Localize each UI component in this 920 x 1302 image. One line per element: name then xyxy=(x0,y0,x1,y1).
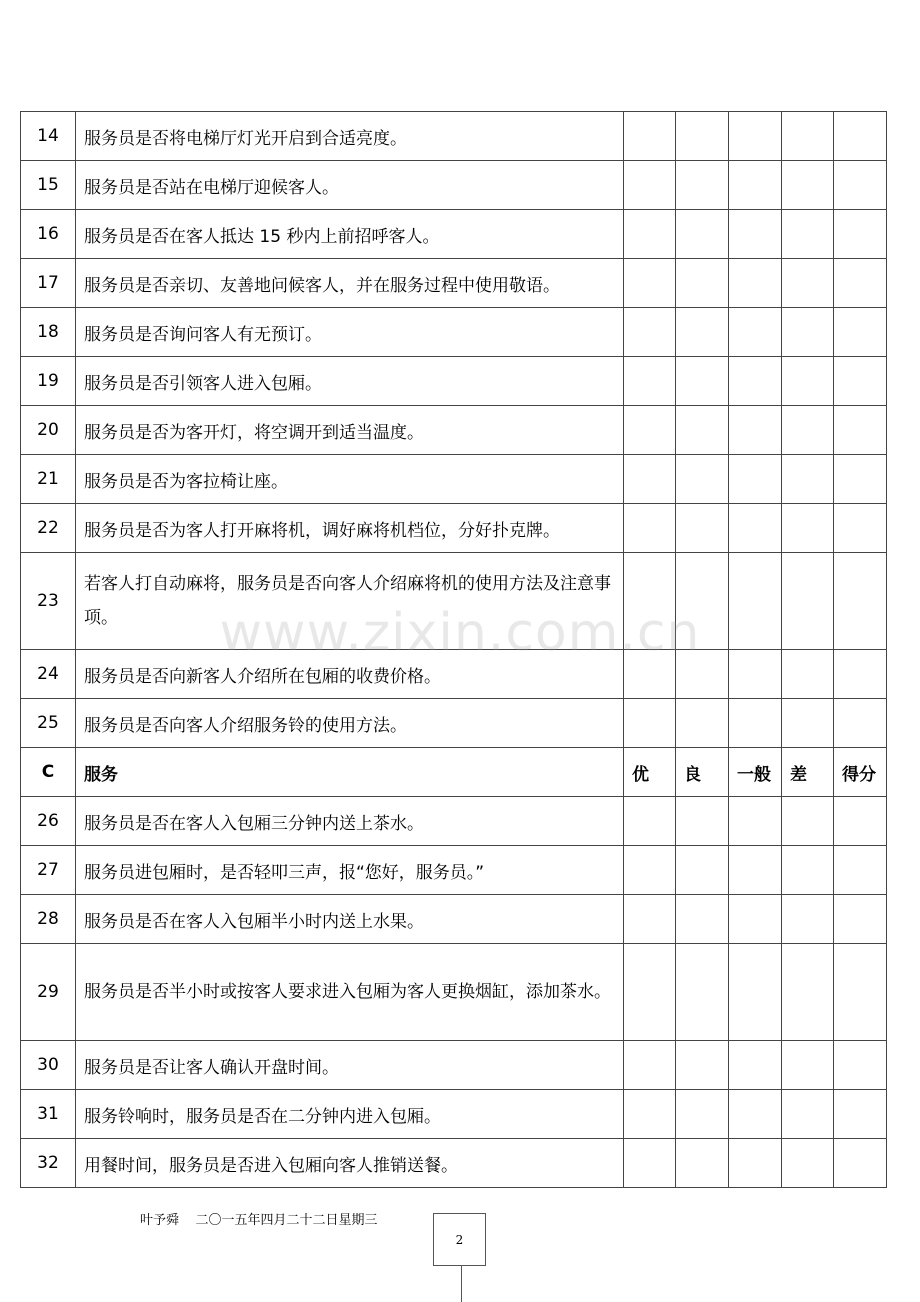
rating-cell xyxy=(729,308,782,357)
rating-cell xyxy=(729,699,782,748)
score-cell xyxy=(834,504,887,553)
rating-cell xyxy=(729,1041,782,1090)
watermark: www.zixin.com.cn xyxy=(219,603,701,663)
rating-cell xyxy=(624,1139,676,1188)
rating-cell xyxy=(676,650,729,699)
rating-cell xyxy=(729,357,782,406)
rating-cell xyxy=(624,259,676,308)
rating-cell xyxy=(782,846,834,895)
item-description: 服务员是否半小时或按客人要求进入包厢为客人更换烟缸，添加茶水。 xyxy=(76,944,624,1041)
item-number: 18 xyxy=(21,308,76,357)
rating-cell xyxy=(729,210,782,259)
table-row xyxy=(21,944,887,1041)
item-number: 24 xyxy=(21,650,76,699)
rating-cell xyxy=(676,1041,729,1090)
table-row xyxy=(21,553,887,650)
rating-cell xyxy=(676,357,729,406)
rating-cell xyxy=(729,846,782,895)
table-row xyxy=(21,308,887,357)
item-number: 26 xyxy=(21,797,76,846)
item-description: 服务员是否让客人确认开盘时间。 xyxy=(76,1041,624,1090)
item-description: 用餐时间，服务员是否进入包厢向客人推销送餐。 xyxy=(76,1139,624,1188)
section-code: C xyxy=(21,748,76,797)
rating-cell xyxy=(782,944,834,1041)
item-number: 30 xyxy=(21,1041,76,1090)
rating-cell xyxy=(729,553,782,650)
rating-cell xyxy=(729,161,782,210)
page-number-box xyxy=(433,1213,486,1266)
rating-cell xyxy=(729,797,782,846)
score-cell xyxy=(834,1090,887,1139)
rating-cell xyxy=(624,210,676,259)
section-header-row xyxy=(21,748,887,797)
table-row xyxy=(21,259,887,308)
table-row xyxy=(21,1041,887,1090)
item-description: 若客人打自动麻将，服务员是否向客人介绍麻将机的使用方法及注意事项。 xyxy=(76,553,624,650)
item-number: 21 xyxy=(21,455,76,504)
rating-cell xyxy=(624,161,676,210)
score-cell xyxy=(834,308,887,357)
score-cell xyxy=(834,357,887,406)
rating-cell xyxy=(782,455,834,504)
rating-cell xyxy=(624,699,676,748)
rating-cell xyxy=(676,504,729,553)
item-description: 服务员是否在客人入包厢三分钟内送上茶水。 xyxy=(76,797,624,846)
rating-cell xyxy=(782,895,834,944)
rating-header-score: 得分 xyxy=(834,748,887,797)
rating-cell xyxy=(624,944,676,1041)
table-row xyxy=(21,797,887,846)
item-number: 15 xyxy=(21,161,76,210)
item-description: 服务员是否询问客人有无预订。 xyxy=(76,308,624,357)
item-description: 服务员进包厢时，是否轻叩三声，报“您好，服务员。” xyxy=(76,846,624,895)
item-description: 服务铃响时，服务员是否在二分钟内进入包厢。 xyxy=(76,1090,624,1139)
item-description: 服务员是否为客拉椅让座。 xyxy=(76,455,624,504)
item-description: 服务员是否亲切、友善地问候客人，并在服务过程中使用敬语。 xyxy=(76,259,624,308)
section-title: 服务 xyxy=(76,748,624,797)
rating-cell xyxy=(676,846,729,895)
table-row xyxy=(21,455,887,504)
page-number-connector xyxy=(461,1266,462,1302)
rating-cell xyxy=(676,895,729,944)
score-cell xyxy=(834,1139,887,1188)
item-number: 22 xyxy=(21,504,76,553)
item-description: 服务员是否向新客人介绍所在包厢的收费价格。 xyxy=(76,650,624,699)
rating-cell xyxy=(729,112,782,161)
item-number: 16 xyxy=(21,210,76,259)
score-cell xyxy=(834,944,887,1041)
score-cell xyxy=(834,112,887,161)
table-row xyxy=(21,650,887,699)
score-cell xyxy=(834,161,887,210)
rating-cell xyxy=(729,259,782,308)
item-number: 20 xyxy=(21,406,76,455)
item-number: 29 xyxy=(21,944,76,1041)
score-cell xyxy=(834,895,887,944)
rating-cell xyxy=(729,1139,782,1188)
rating-cell xyxy=(676,699,729,748)
item-description: 服务员是否在客人抵达 15 秒内上前招呼客人。 xyxy=(76,210,624,259)
rating-cell xyxy=(729,895,782,944)
rating-cell xyxy=(624,504,676,553)
rating-cell xyxy=(676,455,729,504)
rating-cell xyxy=(782,210,834,259)
rating-cell xyxy=(676,406,729,455)
rating-cell xyxy=(624,797,676,846)
item-number: 28 xyxy=(21,895,76,944)
rating-cell xyxy=(676,161,729,210)
rating-cell xyxy=(729,504,782,553)
rating-header-good: 良 xyxy=(676,748,729,797)
rating-cell xyxy=(624,895,676,944)
item-number: 17 xyxy=(21,259,76,308)
item-number: 27 xyxy=(21,846,76,895)
item-description: 服务员是否将电梯厅灯光开启到合适亮度。 xyxy=(76,112,624,161)
rating-cell xyxy=(782,797,834,846)
rating-cell xyxy=(624,650,676,699)
rating-cell xyxy=(676,1139,729,1188)
table-row xyxy=(21,1139,887,1188)
rating-cell xyxy=(624,357,676,406)
table-row xyxy=(21,210,887,259)
table-row xyxy=(21,357,887,406)
page-number: 2 xyxy=(455,1233,464,1247)
item-number: 25 xyxy=(21,699,76,748)
item-description: 服务员是否为客开灯，将空调开到适当温度。 xyxy=(76,406,624,455)
rating-cell xyxy=(782,406,834,455)
score-cell xyxy=(834,650,887,699)
rating-cell xyxy=(782,161,834,210)
score-cell xyxy=(834,1041,887,1090)
table-row xyxy=(21,112,887,161)
item-description: 服务员是否在客人入包厢半小时内送上水果。 xyxy=(76,895,624,944)
rating-cell xyxy=(782,1041,834,1090)
score-cell xyxy=(834,797,887,846)
rating-cell xyxy=(782,308,834,357)
rating-cell xyxy=(676,944,729,1041)
rating-cell xyxy=(676,308,729,357)
rating-cell xyxy=(624,406,676,455)
footer-author-date: 叶予舜 二〇一五年四月二十二日星期三 xyxy=(140,1213,378,1228)
rating-cell xyxy=(729,455,782,504)
rating-cell xyxy=(676,797,729,846)
rating-cell xyxy=(624,553,676,650)
item-number: 23 xyxy=(21,553,76,650)
rating-cell xyxy=(676,112,729,161)
score-cell xyxy=(834,699,887,748)
rating-cell xyxy=(624,1041,676,1090)
rating-cell xyxy=(729,1090,782,1139)
rating-header-average: 一般 xyxy=(729,748,782,797)
rating-cell xyxy=(782,553,834,650)
score-cell xyxy=(834,406,887,455)
rating-cell xyxy=(729,650,782,699)
rating-header-poor: 差 xyxy=(782,748,834,797)
item-description: 服务员是否站在电梯厅迎候客人。 xyxy=(76,161,624,210)
score-cell xyxy=(834,210,887,259)
rating-cell xyxy=(624,1090,676,1139)
table-row xyxy=(21,504,887,553)
rating-cell xyxy=(729,406,782,455)
item-description: 服务员是否为客人打开麻将机，调好麻将机档位，分好扑克牌。 xyxy=(76,504,624,553)
evaluation-table xyxy=(20,111,887,1188)
rating-cell xyxy=(729,944,782,1041)
rating-cell xyxy=(782,259,834,308)
table-row xyxy=(21,846,887,895)
rating-cell xyxy=(782,504,834,553)
rating-cell xyxy=(782,650,834,699)
score-cell xyxy=(834,846,887,895)
table-row xyxy=(21,161,887,210)
table-row xyxy=(21,895,887,944)
table-row xyxy=(21,699,887,748)
table-row xyxy=(21,406,887,455)
score-cell xyxy=(834,455,887,504)
rating-header-excellent: 优 xyxy=(624,748,676,797)
item-number: 32 xyxy=(21,1139,76,1188)
rating-cell xyxy=(624,112,676,161)
item-number: 19 xyxy=(21,357,76,406)
rating-cell xyxy=(782,1139,834,1188)
rating-cell xyxy=(624,308,676,357)
rating-cell xyxy=(782,1090,834,1139)
table-row xyxy=(21,1090,887,1139)
rating-cell xyxy=(676,259,729,308)
rating-cell xyxy=(676,1090,729,1139)
rating-cell xyxy=(782,357,834,406)
item-description: 服务员是否向客人介绍服务铃的使用方法。 xyxy=(76,699,624,748)
item-description: 服务员是否引领客人进入包厢。 xyxy=(76,357,624,406)
rating-cell xyxy=(676,210,729,259)
item-number: 14 xyxy=(21,112,76,161)
rating-cell xyxy=(676,553,729,650)
score-cell xyxy=(834,259,887,308)
score-cell xyxy=(834,553,887,650)
rating-cell xyxy=(624,455,676,504)
rating-cell xyxy=(782,112,834,161)
rating-cell xyxy=(624,846,676,895)
rating-cell xyxy=(782,699,834,748)
item-number: 31 xyxy=(21,1090,76,1139)
